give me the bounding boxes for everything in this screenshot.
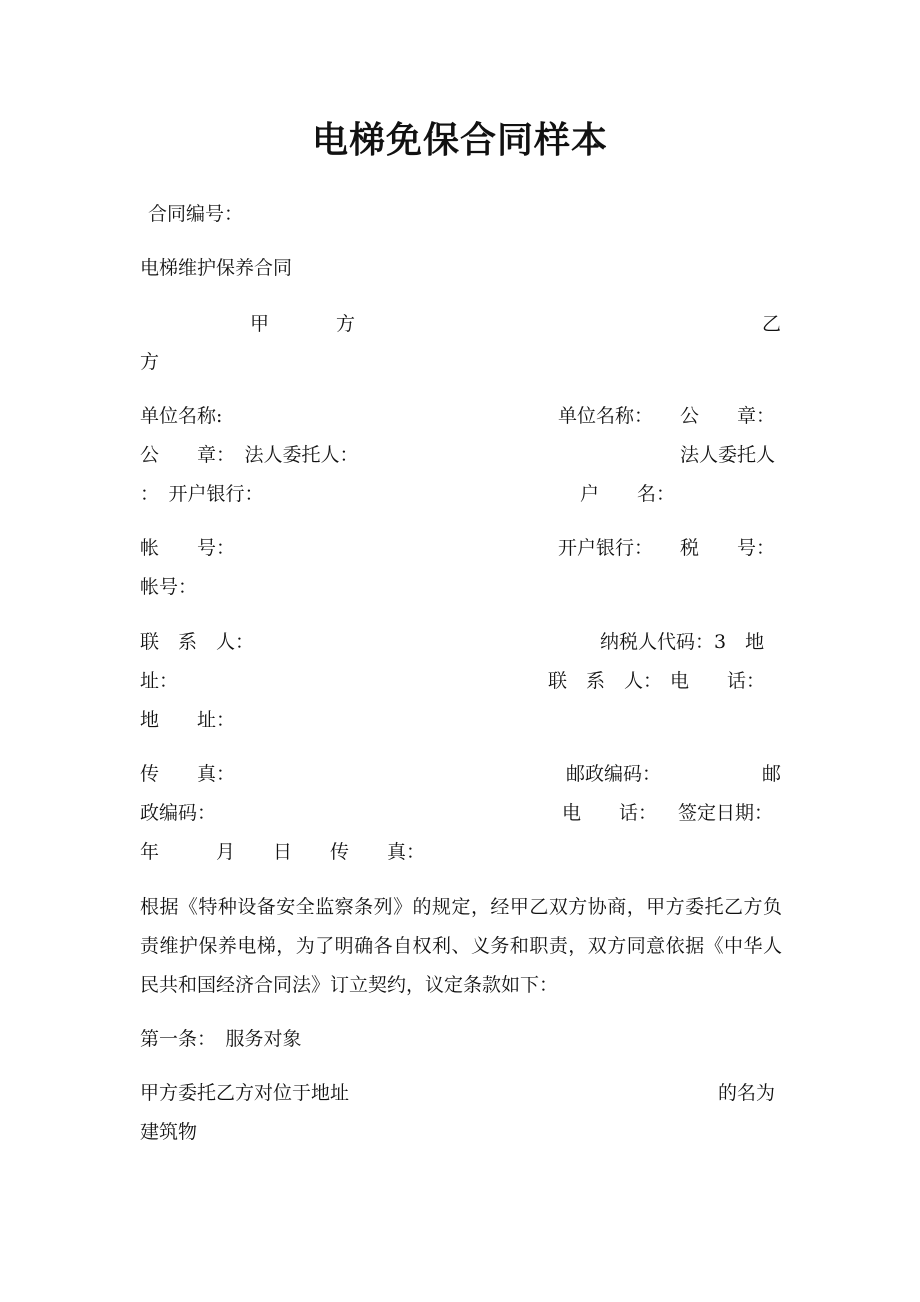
party-a-bank: ： 开户银行： xyxy=(140,483,264,505)
sign-date: 签定日期： xyxy=(678,802,774,824)
article-1-text-left: 甲方委托乙方对位于地址 xyxy=(140,1082,350,1104)
party-a-phone: 电 话： xyxy=(562,802,658,824)
party-b-seal: 公 章： xyxy=(680,405,776,427)
party-a-label-jia: 甲 xyxy=(250,313,270,335)
party-a-address-tail: 址： xyxy=(140,670,179,692)
party-b-unit-name: 单位名称： xyxy=(558,405,654,427)
article-1-heading: 第一条： 服务对象 xyxy=(140,1028,302,1050)
preamble-paragraph: 根据《特种设备安全监察条列》的规定，经甲乙双方协商，甲方委托乙方负责维护保养电梯，为了明确各自权利、义务和职责，双方同意依据《中华人民共和国经济合同法》订立契约，议定条款如下： xyxy=(140,896,782,996)
party-b-account-name: 户 名： xyxy=(580,483,676,505)
party-a-postcode: 邮政编码： xyxy=(566,763,662,785)
party-a-contact: 联 系 人： xyxy=(140,631,255,653)
party-a-label-fang: 方 xyxy=(336,313,356,335)
party-b-label-yi: 乙 xyxy=(762,313,782,335)
party-b-tax-number: 税 号： xyxy=(680,537,776,559)
party-b-account: 帐号： xyxy=(140,576,198,598)
party-b-legal-rep: 法人委托人 xyxy=(680,444,776,466)
party-a-seal-legal-rep: 公 章： 法人委托人： xyxy=(140,444,359,466)
party-b-taxpayer-code: 纳税人代码：3 地 xyxy=(600,631,765,653)
party-a-unit-name: 单位名称: xyxy=(140,405,223,427)
document-title: 电梯免保合同样本 xyxy=(311,120,608,161)
contract-number-label: 合同编号： xyxy=(148,203,244,225)
party-b-contact: 联 系 人： xyxy=(548,670,663,692)
party-b-label-fang: 方 xyxy=(140,351,160,373)
date-fax-line: 年 月 日 传 真： xyxy=(140,841,426,863)
party-b-address: 地 址： xyxy=(140,709,236,731)
contract-subtitle: 电梯维护保养合同 xyxy=(140,257,293,279)
party-b-phone: 电 话： xyxy=(670,670,766,692)
party-b-postcode-tail: 政编码： xyxy=(140,802,217,824)
party-b-bank: 开户银行： xyxy=(558,537,654,559)
party-a-fax: 传 真： xyxy=(140,763,236,785)
article-1-text-right: 的名为 xyxy=(718,1082,776,1104)
party-a-account: 帐 号： xyxy=(140,537,236,559)
party-b-postcode-head: 邮 xyxy=(762,763,782,785)
article-1-text-tail: 建筑物 xyxy=(140,1121,198,1143)
